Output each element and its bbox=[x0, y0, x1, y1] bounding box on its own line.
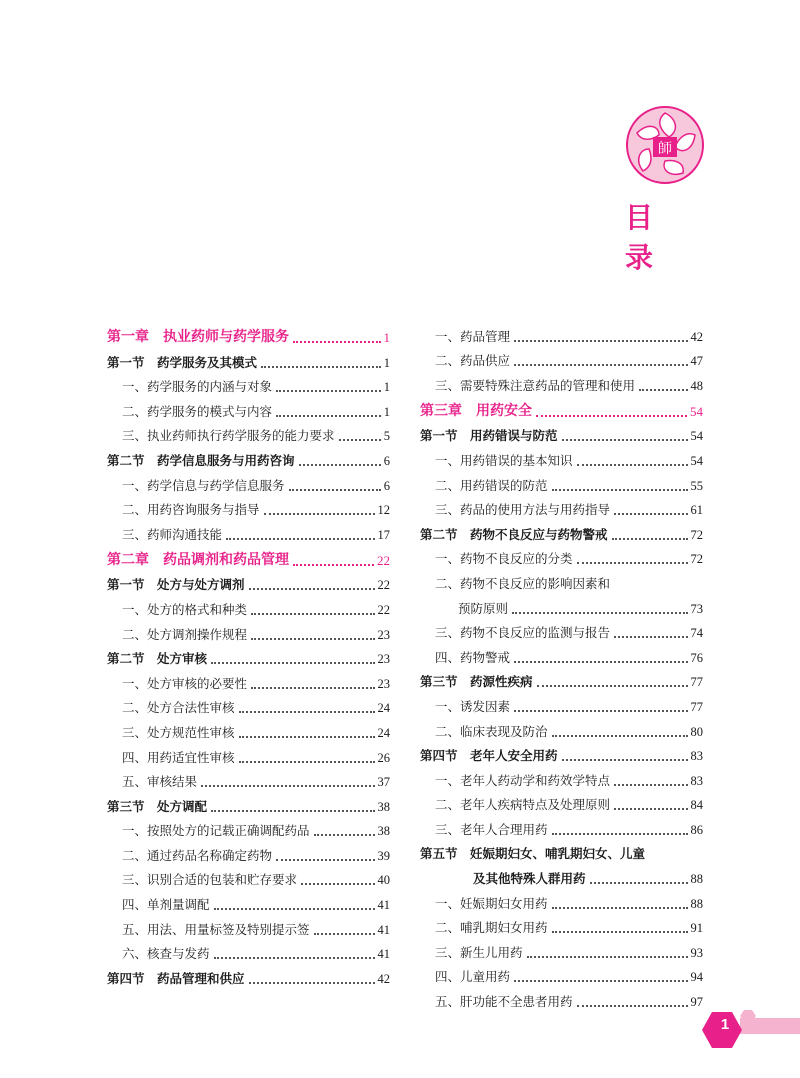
toc-page-number: 93 bbox=[690, 945, 703, 960]
dot-leader bbox=[614, 635, 687, 638]
dot-leader bbox=[614, 512, 687, 515]
dot-leader bbox=[293, 340, 381, 343]
dot-leader bbox=[261, 365, 381, 368]
toc-page-number: 12 bbox=[377, 503, 390, 518]
toc-page-number: 41 bbox=[377, 922, 390, 937]
dot-leader bbox=[552, 734, 688, 737]
toc-chapter[interactable] bbox=[107, 543, 390, 569]
toc-entry-title: 二、临床表现及防治 bbox=[435, 723, 548, 739]
toc-item[interactable] bbox=[420, 912, 703, 937]
dot-leader bbox=[226, 537, 374, 540]
toc-item[interactable] bbox=[420, 690, 703, 715]
toc-entry-title: 二、药品供应 bbox=[435, 353, 511, 369]
toc-item[interactable] bbox=[420, 617, 703, 642]
toc-item[interactable] bbox=[420, 813, 703, 838]
toc-entry-title: 三、需要特殊注意药品的管理和使用 bbox=[435, 377, 636, 393]
dot-leader bbox=[249, 587, 375, 590]
toc-page-number: 22 bbox=[377, 578, 390, 593]
toc-page-number: 48 bbox=[690, 378, 703, 393]
dot-leader bbox=[552, 906, 688, 909]
toc-page-number: 40 bbox=[377, 873, 390, 888]
toc-entry-title: 三、药物不良反应的监测与报告 bbox=[435, 625, 611, 641]
toc-page-number: 97 bbox=[690, 995, 703, 1010]
toc-item[interactable] bbox=[107, 938, 390, 963]
toc-entry-title: 三、新生儿用药 bbox=[435, 944, 523, 960]
toc-entry-title: 第二节 药学信息服务与用药咨询 bbox=[107, 452, 295, 468]
toc-entry-title: 预防原则 bbox=[458, 600, 509, 616]
toc-item[interactable] bbox=[420, 369, 703, 394]
toc-entry-title: 二、处方合法性审核 bbox=[122, 700, 235, 716]
page-number: 1 bbox=[720, 1016, 730, 1033]
toc-entry-title: 一、妊娠期妇女用药 bbox=[435, 895, 548, 911]
toc-entry-title: 一、老年人药动学和药效学特点 bbox=[435, 772, 611, 788]
toc-page-number: 24 bbox=[377, 725, 390, 740]
toc-entry-title: 二、哺乳期妇女用药 bbox=[435, 920, 548, 936]
toc-entry-title: 三、执业药师执行药学服务的能力要求 bbox=[122, 428, 335, 444]
dot-leader bbox=[577, 561, 688, 564]
toc-page-number: 1 bbox=[383, 330, 390, 345]
toc-section[interactable] bbox=[420, 838, 703, 863]
toc-item[interactable] bbox=[107, 618, 390, 643]
dot-leader bbox=[314, 833, 375, 836]
toc-item[interactable] bbox=[420, 887, 703, 912]
toc-page-number: 22 bbox=[377, 552, 390, 568]
toc-entry-title: 二、用药咨询服务与指导 bbox=[122, 502, 260, 518]
toc-entry-title: 第五节 妊娠期妇女、哺乳期妇女、儿童 bbox=[420, 846, 646, 862]
toc-item[interactable] bbox=[107, 494, 390, 519]
toc-chapter[interactable] bbox=[107, 320, 390, 346]
dot-leader bbox=[251, 612, 374, 615]
toc-section[interactable] bbox=[107, 346, 390, 371]
toc-item[interactable] bbox=[420, 985, 703, 1010]
dot-leader bbox=[276, 389, 381, 392]
toc-page-number: 5 bbox=[383, 429, 390, 444]
toc-page-number: 22 bbox=[377, 602, 390, 617]
toc-page-number: 37 bbox=[377, 775, 390, 790]
toc-item[interactable] bbox=[420, 715, 703, 740]
toc-page-number: 77 bbox=[690, 675, 703, 690]
toc-item[interactable] bbox=[107, 420, 390, 445]
dot-leader bbox=[537, 684, 688, 687]
toc-entry-title: 三、药品的使用方法与用药指导 bbox=[435, 502, 611, 518]
toc-item[interactable] bbox=[107, 716, 390, 741]
toc-entry-title: 二、药物不良反应的影响因素和 bbox=[435, 575, 611, 591]
toc-section[interactable] bbox=[420, 518, 703, 543]
toc-item[interactable] bbox=[420, 345, 703, 370]
toc-page-number: 74 bbox=[690, 626, 703, 641]
toc-entry-title: 五、审核结果 bbox=[122, 774, 198, 790]
toc-page-number: 73 bbox=[690, 601, 703, 616]
toc-section[interactable] bbox=[107, 643, 390, 668]
dot-leader bbox=[339, 438, 381, 441]
toc-section[interactable] bbox=[420, 420, 703, 445]
logo-text: 師 bbox=[658, 141, 672, 157]
toc-entry-title: 一、药学服务的内涵与对象 bbox=[122, 379, 273, 395]
dot-leader bbox=[289, 488, 381, 491]
toc-item[interactable] bbox=[107, 766, 390, 791]
toc-entry-title: 五、用法、用量标签及特别提示签 bbox=[122, 921, 310, 937]
toc-entry-title: 三、药师沟通技能 bbox=[122, 526, 223, 542]
toc-item[interactable] bbox=[420, 567, 703, 592]
toc-item[interactable] bbox=[107, 692, 390, 717]
toc-item[interactable] bbox=[107, 371, 390, 396]
dot-leader bbox=[612, 537, 688, 540]
toc-item[interactable] bbox=[107, 518, 390, 543]
dot-leader bbox=[512, 611, 687, 614]
dot-leader bbox=[614, 783, 687, 786]
toc-item[interactable] bbox=[107, 815, 390, 840]
toc-entry-title: 一、药学信息与药学信息服务 bbox=[122, 477, 285, 493]
toc-item[interactable] bbox=[107, 913, 390, 938]
toc-page-number: 86 bbox=[690, 822, 703, 837]
toc-page-number: 38 bbox=[377, 824, 390, 839]
toc-page-number: 84 bbox=[690, 798, 703, 813]
toc-entry-title: 二、老年人疾病特点及处理原则 bbox=[435, 797, 611, 813]
dot-leader bbox=[276, 414, 381, 417]
toc-entry-title: 第二节 药物不良反应与药物警戒 bbox=[420, 526, 608, 542]
toc-entry-title: 三、老年人合理用药 bbox=[435, 821, 548, 837]
dot-leader bbox=[299, 463, 381, 466]
dot-leader bbox=[514, 363, 687, 366]
toc-entry-title: 四、儿童用药 bbox=[435, 969, 511, 985]
toc-item[interactable] bbox=[420, 641, 703, 666]
toc-section[interactable] bbox=[107, 790, 390, 815]
toc-entry-title: 四、药物警戒 bbox=[435, 649, 511, 665]
toc-page-number: 41 bbox=[377, 947, 390, 962]
toc-entry-title: 二、通过药品名称确定药物 bbox=[122, 847, 273, 863]
toc-entry-title: 二、用药错误的防范 bbox=[435, 477, 548, 493]
dot-leader bbox=[514, 979, 687, 982]
dot-leader bbox=[514, 339, 687, 342]
toc-entry-title: 第四节 药品管理和供应 bbox=[107, 970, 245, 986]
toc-page-number: 72 bbox=[690, 527, 703, 542]
toc-entry-title: 三、处方规范性审核 bbox=[122, 724, 235, 740]
toc-entry-title: 一、药物不良反应的分类 bbox=[435, 551, 573, 567]
toc-page-number: 23 bbox=[377, 676, 390, 691]
toc-page-number: 76 bbox=[690, 650, 703, 665]
dot-leader bbox=[214, 907, 375, 910]
toc-page-number: 83 bbox=[690, 773, 703, 788]
dot-leader bbox=[264, 512, 375, 515]
toc-entry-title: 第二章 药品调剂和药品管理 bbox=[107, 551, 289, 568]
toc-left-column bbox=[107, 320, 390, 987]
toc-page-number: 54 bbox=[690, 403, 703, 419]
toc-entry-title: 第一节 用药错误与防范 bbox=[420, 428, 558, 444]
toc-item[interactable] bbox=[107, 667, 390, 692]
toc-entry-title: 第二节 处方审核 bbox=[107, 651, 208, 667]
dot-leader bbox=[251, 637, 374, 640]
toc-page-number: 39 bbox=[377, 848, 390, 863]
toc-page-number: 42 bbox=[377, 971, 390, 986]
toc-section[interactable] bbox=[420, 740, 703, 765]
toc-section[interactable] bbox=[420, 666, 703, 691]
toc-page-number: 91 bbox=[690, 921, 703, 936]
toc-item[interactable] bbox=[420, 764, 703, 789]
dot-leader bbox=[514, 709, 687, 712]
dot-leader bbox=[239, 735, 375, 738]
toc-item[interactable] bbox=[420, 936, 703, 961]
toc-page-number: 83 bbox=[690, 749, 703, 764]
dot-leader bbox=[639, 388, 687, 391]
toc-item[interactable] bbox=[420, 961, 703, 986]
toc-page-number: 23 bbox=[377, 652, 390, 667]
toc-item[interactable] bbox=[107, 469, 390, 494]
toc-page-number: 54 bbox=[690, 453, 703, 468]
toc-item-continuation[interactable] bbox=[420, 592, 703, 617]
toc-page-number: 72 bbox=[690, 552, 703, 567]
toc-page-number: 6 bbox=[383, 478, 390, 493]
dot-leader bbox=[562, 438, 688, 441]
toc-entry-title: 第三节 药源性疾病 bbox=[420, 674, 533, 690]
toc-entry-title: 二、药学服务的模式与内容 bbox=[122, 403, 273, 419]
dot-leader bbox=[552, 832, 688, 835]
toc-section[interactable] bbox=[107, 962, 390, 987]
toc-page-number: 61 bbox=[690, 503, 703, 518]
toc-chapter[interactable] bbox=[420, 394, 703, 420]
toc-item[interactable] bbox=[107, 395, 390, 420]
toc-entry-title: 第四节 老年人安全用药 bbox=[420, 748, 558, 764]
toc-page-number: 6 bbox=[383, 453, 390, 468]
toc-entry-title: 四、单剂量调配 bbox=[122, 897, 210, 913]
toc-section[interactable] bbox=[107, 569, 390, 594]
toc-page-number: 77 bbox=[690, 699, 703, 714]
toc-entry-title: 一、按照处方的记载正确调配药品 bbox=[122, 823, 310, 839]
dot-leader bbox=[536, 414, 687, 417]
toc-item[interactable] bbox=[107, 593, 390, 618]
toc-entry-title: 及其他特殊人群用药 bbox=[473, 871, 586, 887]
toc-item[interactable] bbox=[107, 741, 390, 766]
toc-item[interactable] bbox=[420, 789, 703, 814]
toc-page-number: 17 bbox=[377, 527, 390, 542]
toc-entry-title: 第一章 执业药师与药学服务 bbox=[107, 329, 289, 345]
dot-leader bbox=[251, 686, 374, 689]
dot-leader bbox=[214, 956, 375, 959]
toc-item[interactable] bbox=[107, 888, 390, 913]
toc-page-number: 42 bbox=[690, 329, 703, 344]
toc-item[interactable] bbox=[420, 469, 703, 494]
toc-entry-title: 一、用药错误的基本知识 bbox=[435, 452, 573, 468]
toc-page-number: 80 bbox=[690, 724, 703, 739]
toc-page-number: 26 bbox=[377, 750, 390, 765]
dot-leader bbox=[211, 809, 374, 812]
dot-leader bbox=[514, 660, 687, 663]
dot-leader bbox=[590, 881, 688, 884]
dot-leader bbox=[249, 981, 375, 984]
toc-page-number: 1 bbox=[383, 380, 390, 395]
toc-entry-title: 一、诱发因素 bbox=[435, 698, 511, 714]
toc-section[interactable] bbox=[107, 444, 390, 469]
toc-section-continuation[interactable] bbox=[420, 862, 703, 887]
dot-leader bbox=[552, 488, 688, 491]
toc-page-number: 54 bbox=[690, 429, 703, 444]
dot-leader bbox=[239, 760, 375, 763]
toc-entry-title: 三、识别合适的包装和贮存要求 bbox=[122, 872, 298, 888]
dot-leader bbox=[314, 932, 375, 935]
toc-entry-title: 六、核查与发药 bbox=[122, 946, 210, 962]
toc-entry-title: 一、处方审核的必要性 bbox=[122, 675, 248, 691]
toc-right-column bbox=[420, 320, 703, 1010]
toc-page-number: 24 bbox=[377, 701, 390, 716]
dot-leader bbox=[614, 807, 687, 810]
toc-item[interactable] bbox=[107, 864, 390, 889]
dot-leader bbox=[276, 858, 374, 861]
toc-entry-title: 四、用药适宜性审核 bbox=[122, 749, 235, 765]
dot-leader bbox=[211, 661, 374, 664]
dot-leader bbox=[239, 710, 375, 713]
toc-entry-title: 五、肝功能不全患者用药 bbox=[435, 994, 573, 1010]
toc-page-number: 47 bbox=[690, 354, 703, 369]
toc-entry-title: 第三节 处方调配 bbox=[107, 798, 208, 814]
dot-leader bbox=[527, 955, 688, 958]
toc-page-number: 1 bbox=[383, 404, 390, 419]
toc-item[interactable] bbox=[420, 444, 703, 469]
toc-page-number: 38 bbox=[377, 799, 390, 814]
dot-leader bbox=[577, 1004, 688, 1007]
toc-item[interactable] bbox=[420, 543, 703, 568]
dot-leader bbox=[577, 463, 688, 466]
toc-entry-title: 一、处方的格式和种类 bbox=[122, 601, 248, 617]
toc-entry-title: 第一节 药学服务及其模式 bbox=[107, 354, 258, 370]
dot-leader bbox=[201, 784, 374, 787]
toc-entry-title: 一、药品管理 bbox=[435, 328, 511, 344]
toc-page-number: 55 bbox=[690, 478, 703, 493]
toc-entry-title: 第三章 用药安全 bbox=[420, 402, 532, 419]
toc-item[interactable] bbox=[420, 320, 703, 345]
toc-entry-title: 第一节 处方与处方调剂 bbox=[107, 577, 245, 593]
toc-entry-title: 二、处方调剂操作规程 bbox=[122, 626, 248, 642]
toc-item[interactable] bbox=[420, 494, 703, 519]
publisher-logo bbox=[625, 105, 705, 185]
page-title: 目 录 bbox=[625, 201, 668, 274]
toc-page-number: 94 bbox=[690, 970, 703, 985]
dot-leader bbox=[562, 758, 688, 761]
dot-leader bbox=[552, 930, 688, 933]
toc-page-number: 41 bbox=[377, 898, 390, 913]
dot-leader bbox=[293, 563, 374, 566]
toc-item[interactable] bbox=[107, 839, 390, 864]
dot-leader bbox=[301, 882, 374, 885]
toc-page-number: 23 bbox=[377, 627, 390, 642]
toc-page-number: 88 bbox=[690, 896, 703, 911]
toc-page-number: 1 bbox=[383, 355, 390, 370]
toc-page-number: 88 bbox=[690, 872, 703, 887]
